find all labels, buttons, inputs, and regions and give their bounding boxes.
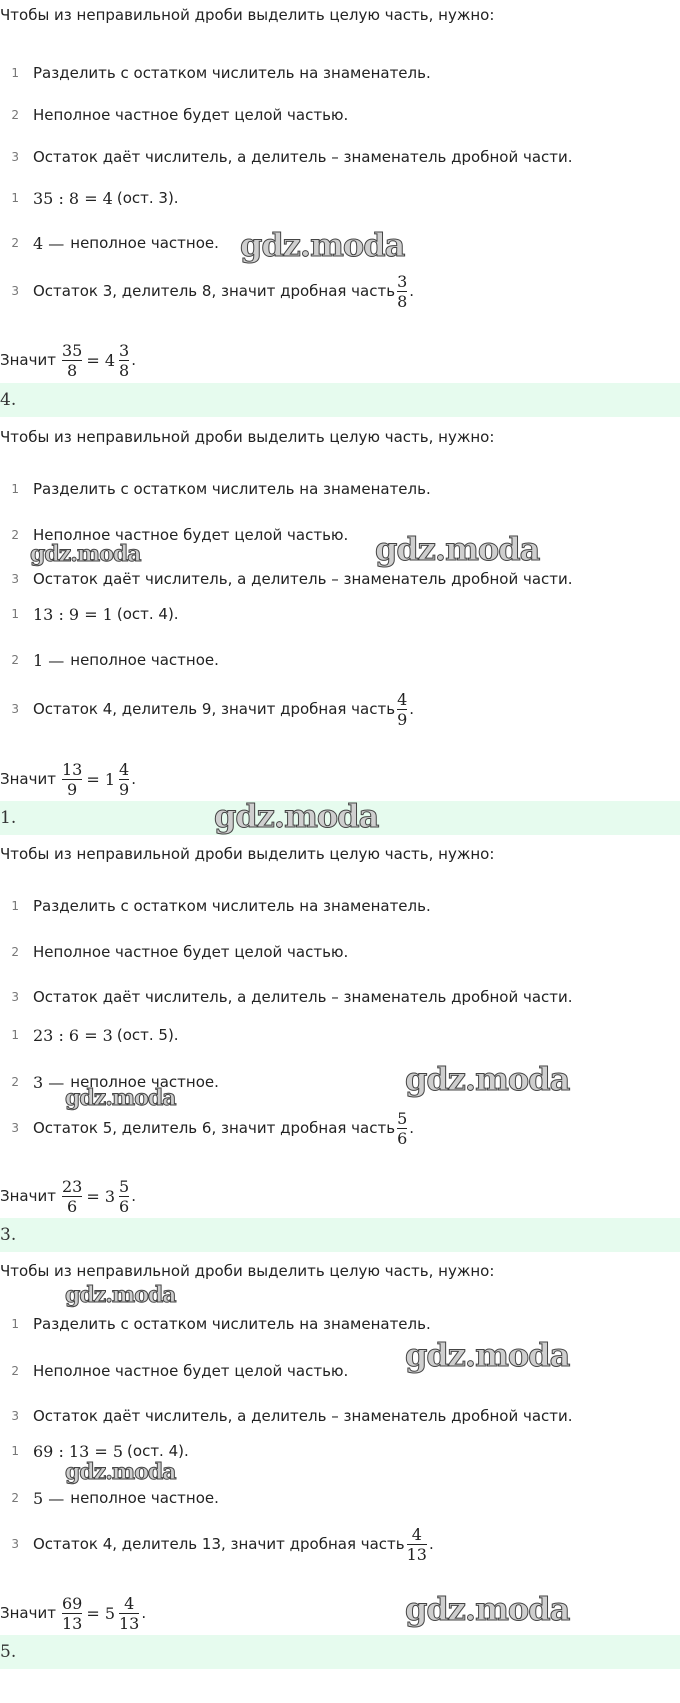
watermark-text: gdz.moda (405, 1336, 570, 1374)
intro-text: Чтобы из неправильной дроби выделить целую часть, нужно: (0, 6, 495, 24)
step-text: Разделить с остатком числитель на знаменатель. (33, 64, 431, 82)
mixed-number-fraction (119, 760, 129, 799)
period: . (131, 770, 136, 788)
step-number: 3 (11, 990, 19, 1004)
step-number: 2 (11, 945, 19, 959)
rule-step (0, 1402, 573, 1430)
fraction-denominator: 9 (397, 709, 408, 729)
step-number: 1 (11, 899, 19, 913)
step-number: 2 (11, 108, 19, 122)
fraction-denominator: 9 (67, 779, 78, 799)
summary-line (0, 759, 136, 799)
step-text: Разделить с остатком числитель на знаменатель. (33, 480, 431, 498)
period: . (409, 700, 415, 718)
period: . (428, 1535, 434, 1553)
fraction-denominator: 8 (397, 291, 408, 311)
solution-remainder (0, 1518, 434, 1570)
fraction-numerator: 4 (119, 759, 130, 779)
task-number: 4. (0, 390, 17, 410)
improper-fraction (62, 760, 82, 799)
step-number: 3 (11, 1121, 19, 1135)
task-number-band (0, 1635, 680, 1669)
solution-quotient (0, 1484, 219, 1512)
fraction-numerator: 23 (61, 1176, 83, 1196)
step-text: Неполное частное будет целой частью. (33, 526, 349, 544)
rule-step (0, 143, 573, 171)
fraction-denominator: 8 (119, 360, 130, 380)
summary-line (0, 1176, 136, 1216)
mixed-number-fraction (119, 1594, 139, 1633)
summary-line (0, 340, 136, 380)
step-number: 3 (11, 572, 19, 586)
solution-division (0, 1021, 179, 1049)
task-number: 5. (0, 1642, 17, 1662)
quotient-value: 3 — (33, 1072, 65, 1092)
fraction-numerator: 69 (61, 1593, 83, 1613)
division-expression: 35 : 8 = 4 (33, 188, 113, 208)
summary-label: Значит (0, 1604, 56, 1622)
fraction-denominator: 6 (67, 1196, 78, 1216)
task-number-band (0, 383, 680, 417)
period: . (131, 1187, 136, 1205)
remainder-explanation: Остаток 3, делитель 8, значит дробная часть (33, 282, 396, 300)
fraction-numerator: 13 (61, 759, 83, 779)
fraction-denominator: 8 (67, 360, 78, 380)
fraction-numerator: 4 (124, 1593, 135, 1613)
quotient-value: 1 — (33, 650, 65, 670)
fraction-numerator: 35 (61, 340, 83, 360)
step-number: 1 (11, 1028, 19, 1042)
fractional-part (397, 1109, 407, 1148)
fraction-denominator: 6 (119, 1196, 130, 1216)
step-text: Остаток даёт числитель, а делитель – знаменатель дробной части. (33, 570, 573, 588)
fraction-numerator: 3 (397, 271, 408, 291)
watermark-text: gdz.moda (214, 797, 379, 835)
step-number: 3 (11, 702, 19, 716)
step-text: Неполное частное будет целой частью. (33, 943, 349, 961)
mixed-number-fraction (119, 341, 129, 380)
quotient-text: неполное частное. (70, 1073, 219, 1091)
step-number: 3 (11, 1537, 19, 1551)
fraction-numerator: 4 (411, 1524, 422, 1544)
fractional-part (407, 1525, 427, 1564)
fraction-denominator: 13 (61, 1613, 83, 1633)
step-text: Неполное частное будет целой частью. (33, 106, 349, 124)
step-number: 2 (11, 1491, 19, 1505)
division-expression: 69 : 13 = 5 (33, 1441, 124, 1461)
quotient-text: неполное частное. (70, 1489, 219, 1507)
rule-step (0, 475, 431, 503)
fraction-numerator: 5 (397, 1108, 408, 1128)
summary-label: Значит (0, 1187, 56, 1205)
fraction-numerator: 5 (119, 1176, 130, 1196)
step-text: Остаток даёт числитель, а делитель – знаменатель дробной части. (33, 148, 573, 166)
watermark-text: gdz.moda (65, 1085, 176, 1111)
watermark-text: gdz.moda (30, 541, 141, 567)
task-number: 3. (0, 1225, 17, 1245)
summary-label: Значит (0, 770, 56, 788)
division-expression: 23 : 6 = 3 (33, 1025, 113, 1045)
step-number: 1 (11, 1444, 19, 1458)
solution-remainder (0, 1102, 414, 1154)
rule-step (0, 59, 431, 87)
rule-step (0, 1357, 348, 1385)
rule-step (0, 892, 431, 920)
mixed-number-whole: = 4 (86, 350, 115, 370)
fractional-part (397, 690, 407, 729)
task-number: 1. (0, 808, 17, 828)
summary-line (0, 1593, 146, 1633)
solution-division (0, 1437, 189, 1465)
step-number: 1 (11, 1317, 19, 1331)
step-number: 3 (11, 1409, 19, 1423)
task-number-band (0, 1218, 680, 1252)
improper-fraction (62, 1594, 82, 1633)
step-number: 3 (11, 284, 19, 298)
watermark-text: gdz.moda (240, 226, 405, 264)
quotient-text: неполное частное. (70, 651, 219, 669)
step-number: 2 (11, 528, 19, 542)
remainder-text: (ост. 5). (116, 1026, 179, 1044)
improper-fraction (62, 1177, 82, 1216)
fraction-denominator: 6 (397, 1128, 408, 1148)
watermark-text: gdz.moda (65, 1282, 176, 1308)
division-expression: 13 : 9 = 1 (33, 604, 113, 624)
solution-quotient (0, 229, 219, 257)
rule-step (0, 565, 573, 593)
solution-division (0, 600, 179, 628)
step-number: 2 (11, 653, 19, 667)
rule-step (0, 983, 573, 1011)
summary-label: Значит (0, 351, 56, 369)
intro-text: Чтобы из неправильной дроби выделить целую часть, нужно: (0, 845, 495, 863)
mixed-number-fraction (119, 1177, 129, 1216)
fraction-denominator: 9 (119, 779, 130, 799)
step-number: 1 (11, 607, 19, 621)
remainder-text: (ост. 4). (116, 605, 179, 623)
quotient-value: 5 — (33, 1488, 65, 1508)
remainder-explanation: Остаток 4, делитель 13, значит дробная часть (33, 1535, 405, 1553)
step-text: Разделить с остатком числитель на знаменатель. (33, 1315, 431, 1333)
task-number-band (0, 801, 680, 835)
mixed-number-whole: = 5 (86, 1603, 115, 1623)
solution-remainder (0, 265, 414, 317)
step-text: Неполное частное будет целой частью. (33, 1362, 349, 1380)
remainder-text: (ост. 4). (127, 1442, 189, 1460)
step-number: 2 (11, 1075, 19, 1089)
solution-quotient (0, 646, 219, 674)
quotient-text: неполное частное. (70, 234, 219, 252)
remainder-explanation: Остаток 4, делитель 9, значит дробная часть (33, 700, 396, 718)
step-number: 1 (11, 191, 19, 205)
rule-step (0, 1310, 431, 1338)
step-number: 1 (11, 66, 19, 80)
fraction-denominator: 13 (406, 1544, 427, 1564)
mixed-number-whole: = 1 (86, 769, 115, 789)
step-number: 2 (11, 1364, 19, 1378)
rule-step (0, 101, 348, 129)
intro-text: Чтобы из неправильной дроби выделить целую часть, нужно: (0, 1262, 495, 1280)
fractional-part (397, 272, 407, 311)
period: . (409, 282, 415, 300)
solution-remainder (0, 683, 414, 735)
mixed-number-whole: = 3 (86, 1186, 115, 1206)
step-text: Остаток даёт числитель, а делитель – знаменатель дробной части. (33, 1407, 573, 1425)
watermark-text: gdz.moda (405, 1060, 570, 1098)
remainder-text: (ост. 3). (116, 189, 179, 207)
remainder-explanation: Остаток 5, делитель 6, значит дробная часть (33, 1119, 396, 1137)
fraction-numerator: 4 (397, 689, 408, 709)
period: . (141, 1604, 147, 1622)
intro-text: Чтобы из неправильной дроби выделить целую часть, нужно: (0, 428, 495, 446)
step-text: Остаток даёт числитель, а делитель – знаменатель дробной части. (33, 988, 573, 1006)
rule-step (0, 938, 348, 966)
rule-step (0, 521, 348, 549)
watermark-text: gdz.moda (65, 1459, 176, 1485)
step-text: Разделить с остатком числитель на знаменатель. (33, 897, 431, 915)
solution-quotient (0, 1068, 219, 1096)
quotient-value: 4 — (33, 233, 65, 253)
step-number: 3 (11, 150, 19, 164)
watermark-text: gdz.moda (375, 530, 540, 568)
watermark-text: gdz.moda (405, 1590, 570, 1628)
step-number: 1 (11, 482, 19, 496)
solution-division (0, 184, 179, 212)
period: . (409, 1119, 415, 1137)
period: . (131, 351, 136, 369)
step-number: 2 (11, 236, 19, 250)
improper-fraction (62, 341, 82, 380)
fraction-numerator: 3 (119, 340, 130, 360)
fraction-denominator: 13 (119, 1613, 140, 1633)
